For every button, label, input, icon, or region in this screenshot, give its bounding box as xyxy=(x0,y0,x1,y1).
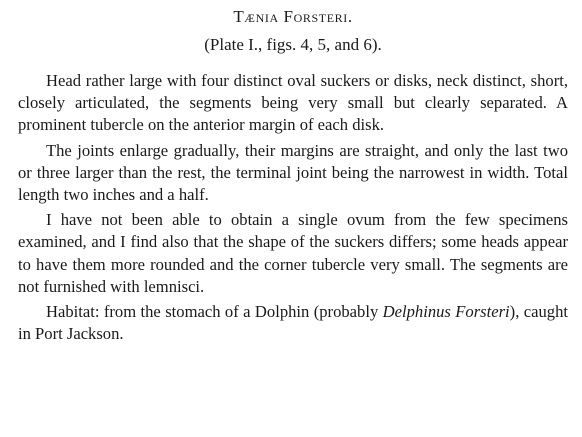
species-title: Tænia Forsteri. xyxy=(233,7,353,26)
habitat-prefix: Habitat: from the stomach of a Dolphin (probably xyxy=(46,302,383,322)
habitat-species: Delphinus Forsteri xyxy=(382,302,510,322)
description-paragraph-joints: The joints enlarge gradually, their margins are straight, and only the last two or three larger than the rest, the terminal joint being the narrowest in width. Total length two inches and a half. xyxy=(18,140,568,205)
description-paragraph-ovum: I have not been able to obtain a single ovum from the few specimens examined, and I find also that the shape of the suckers differs; some heads appear to have them more rounded and the corner tubercle very small. The segments are not furnished with lemnisci. xyxy=(18,210,568,296)
habitat-suffix: ), caught in Port Jackson. xyxy=(18,302,568,344)
description-paragraph-head: Head rather large with four distinct oval suckers or disks, neck distinct, short, closely articulated, the segments being very small but clearly separated. A prominent tubercle on the anterior margin of each disk. xyxy=(18,71,568,135)
habitat-paragraph xyxy=(18,301,568,345)
plate-reference: (Plate I., figs. 4, 5, and 6). xyxy=(204,35,382,54)
